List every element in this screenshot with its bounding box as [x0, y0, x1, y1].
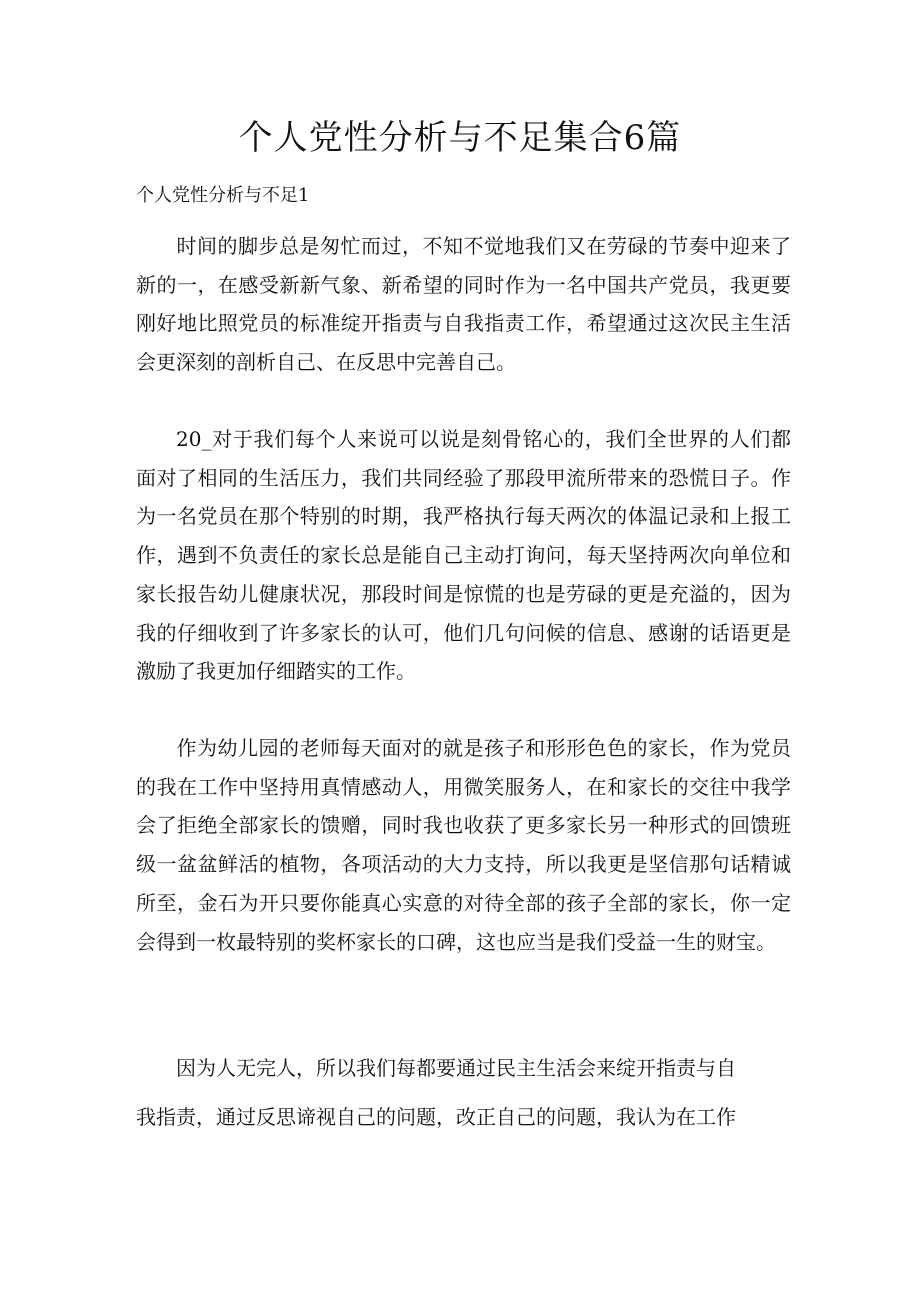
- paragraph-3: [136, 729, 791, 961]
- paragraph-3-text: 作为幼儿园的老师每天面对的就是孩子和形形色色的家长，作为党员的我在工作中坚持用真情感动人，用微笑服务人，在和家长的交往中我学会了拒绝全部家长的馈赠，同时我也收获了更多家长另一种形式的回馈班级一盆盆鲜活的植物，各项活动的大力支持，所以我更是坚信那句话精诚所至，金石为开只要你能真心实意的对待全部的孩子全部的家长，你一定会得到一枚最特别的奖杯家长的口碑，这也应当是我们受益一生的财宝。: [136, 736, 791, 954]
- section-heading: 个人党性分析与不足1: [136, 185, 310, 206]
- paragraph-4-line-2: 我指责，通过反思谛视自己的问题，改正自己的问题，我认为在工作: [136, 1105, 736, 1129]
- paragraph-1-text: 时间的脚步总是匆忙而过，不知不觉地我们又在劳碌的节奏中迎来了新的一，在感受新新气象、新希望的同时作为一名中国共产党员，我更要刚好地比照党员的标准绽开指责与自我指责工作，希望通过这次民主生活会更深刻的剖析自己、在反思中完善自己。: [136, 234, 791, 375]
- paragraph-2: [136, 420, 791, 691]
- paragraph-4-line-1: 因为人无完人，所以我们每都要通过民主生活会来绽开指责与自: [176, 1056, 736, 1080]
- paragraph-2-text: 20_对于我们每个人来说可以说是刻骨铭心的，我们全世界的人们都面对了相同的生活压力，我们共同经验了那段甲流所带来的恐慌日子。作为一名党员在那个特别的时期，我严格执行每天两次的体温记录和上报工作，遇到不负责任的家长总是能自己主动打询问，每天坚持两次向单位和家长报告幼儿健康状况，那段时间是惊慌的也是劳碌的更是充溢的，因为我的仔细收到了许多家长的认可，他们几句问候的信息、感谢的话语更是激励了我更加仔细踏实的工作。: [136, 427, 791, 684]
- paragraph-1: [136, 227, 791, 382]
- document-title: 个人党性分析与不足集合6篇: [238, 118, 682, 158]
